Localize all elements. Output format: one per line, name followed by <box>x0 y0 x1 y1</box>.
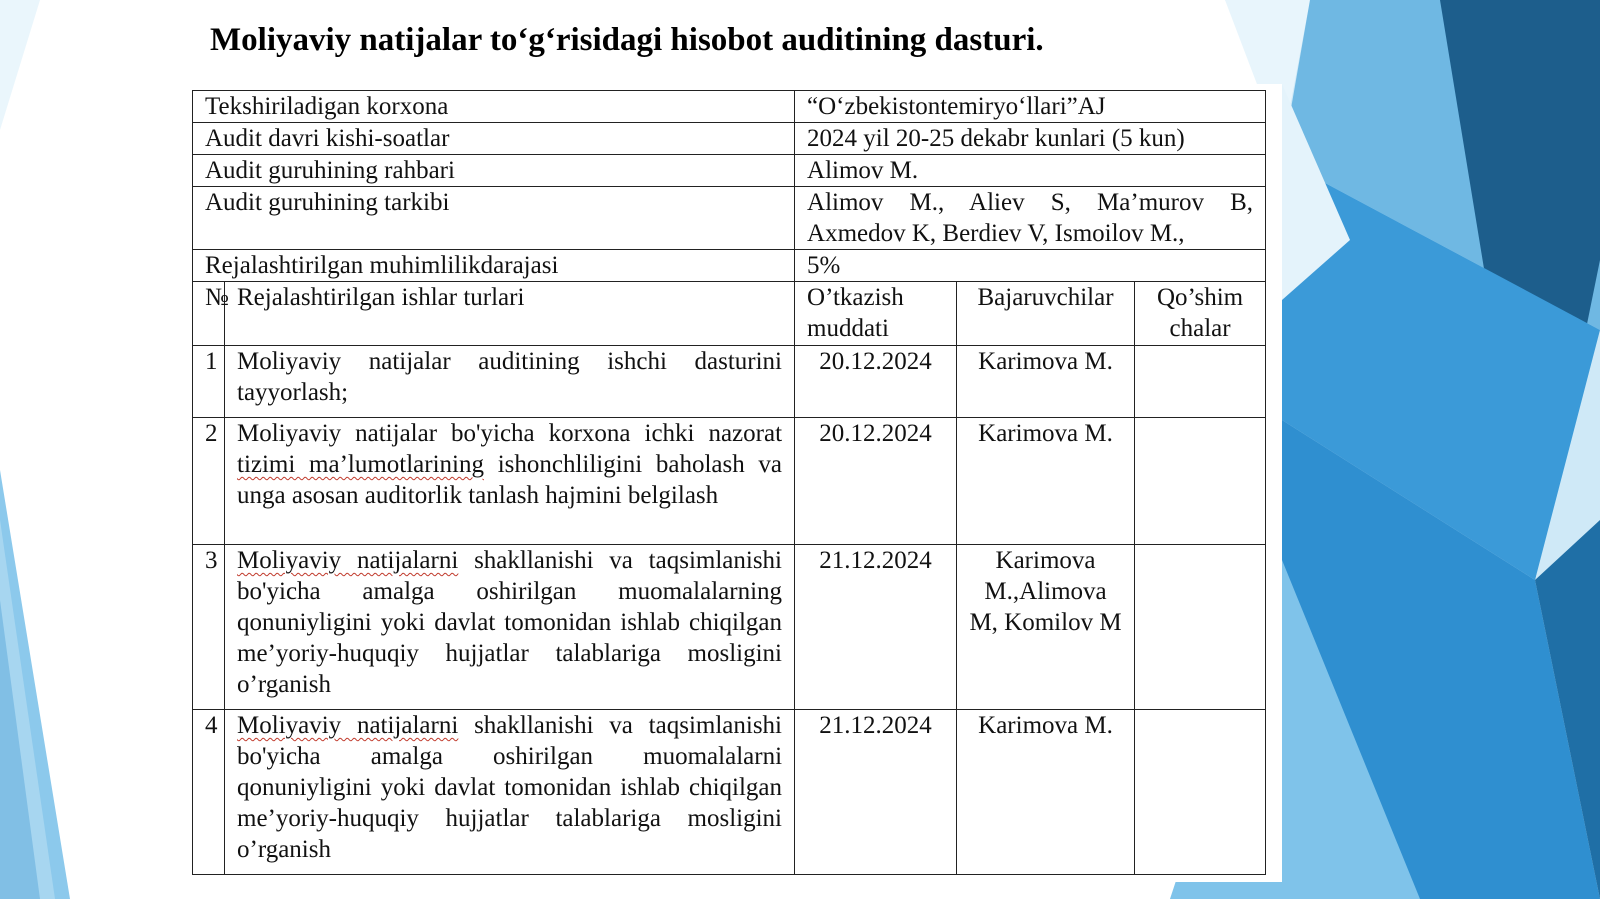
task-date: 21.12.2024 <box>795 545 957 710</box>
row-number: 3 <box>193 545 225 710</box>
info-label: Rejalashtirilgan muhimlilikdarajasi <box>193 250 795 282</box>
info-value: “O‘zbekistontemiryo‘llari”AJ <box>795 91 1266 123</box>
info-row <box>193 187 1266 250</box>
row-number: 4 <box>193 710 225 875</box>
table-header-row <box>193 282 1266 346</box>
info-row <box>193 123 1266 155</box>
info-value: 5% <box>795 250 1266 282</box>
info-row <box>193 250 1266 282</box>
info-label: Tekshiriladigan korxona <box>193 91 795 123</box>
table-row <box>193 710 1266 875</box>
info-label: Audit guruhining rahbari <box>193 155 795 187</box>
spellcheck-underlined-text: Moliyaviy natijalarni <box>237 712 459 739</box>
task-description <box>225 545 795 710</box>
task-executors: Karimova M. <box>957 710 1135 875</box>
task-description <box>225 418 795 545</box>
column-header-num: № <box>193 282 225 346</box>
task-text: shakllanishi va taqsimlanishi bo'yicha amalga oshirilgan muomalalarni qonuniyligini yoki davlat tomonidan ishlab chiqilgan me’yoriy-huquqiy hujjatlar talablariga mosligini o’rganish <box>237 712 783 863</box>
task-notes <box>1135 545 1266 710</box>
spellcheck-underlined-text: Moliyaviy natijalarni <box>237 547 459 574</box>
column-header-date: O’tkazish muddati <box>795 282 957 346</box>
document-table-image <box>192 84 1282 882</box>
task-text: shakllanishi va taqsimlanishi bo'yicha amalga oshirilgan muomalalarning qonuniyligini yoki davlat tomonidan ishlab chiqilgan me’yoriy-huquqiy hujjatlar talablariga mosligini o’rganish <box>237 547 783 698</box>
task-description <box>225 710 795 875</box>
info-value: Alimov M., Aliev S, Ma’murov B, Axmedov K, Berdiev V, Ismoilov M., <box>795 187 1266 250</box>
task-notes <box>1135 346 1266 418</box>
audit-program-table <box>192 90 1266 875</box>
row-number: 1 <box>193 346 225 418</box>
task-notes <box>1135 710 1266 875</box>
task-text: Moliyaviy natijalar bo'yicha korxona ichki nazorat <box>237 420 783 447</box>
task-date: 20.12.2024 <box>795 418 957 545</box>
task-executors: Karimova M.,Alimova M, Komilov M <box>957 545 1135 710</box>
task-description: Moliyaviy natijalar auditining ishchi dasturini tayyorlash; <box>225 346 795 418</box>
task-date: 20.12.2024 <box>795 346 957 418</box>
table-row <box>193 418 1266 545</box>
task-executors: Karimova M. <box>957 346 1135 418</box>
task-notes <box>1135 418 1266 545</box>
column-header-executors: Bajaruvchilar <box>957 282 1135 346</box>
info-value: Alimov M. <box>795 155 1266 187</box>
info-label: Audit davri kishi-soatlar <box>193 123 795 155</box>
spellcheck-underlined-text: tizimi ma’lumotlarining <box>237 451 484 478</box>
info-value: 2024 yil 20-25 dekabr kunlari (5 kun) <box>795 123 1266 155</box>
info-row <box>193 91 1266 123</box>
page-title: Moliyaviy natijalar to‘g‘risidagi hisobot auditining dasturi. <box>210 22 1044 58</box>
info-row <box>193 155 1266 187</box>
column-header-notes: Qo’shim chalar <box>1135 282 1266 346</box>
task-text: ishonchliligini baholash va unga asosan auditorlik tanlash hajmini belgilash <box>237 451 783 509</box>
table-row <box>193 545 1266 710</box>
info-label: Audit guruhining tarkibi <box>193 187 795 250</box>
row-number: 2 <box>193 418 225 545</box>
task-executors: Karimova M. <box>957 418 1135 545</box>
column-header-work: Rejalashtirilgan ishlar turlari <box>225 282 795 346</box>
table-row <box>193 346 1266 418</box>
task-date: 21.12.2024 <box>795 710 957 875</box>
